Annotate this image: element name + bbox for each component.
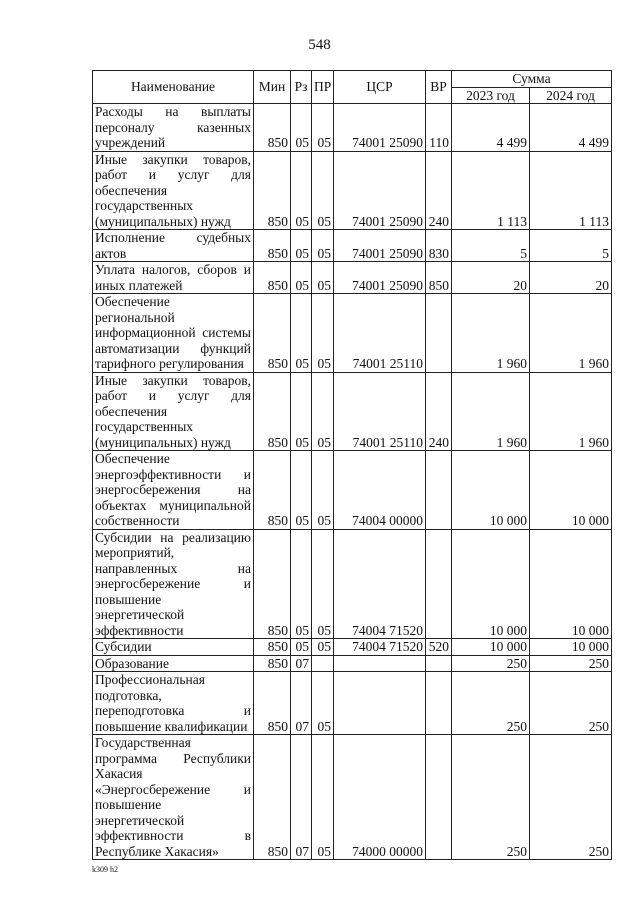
cell-2023: 5 <box>452 230 530 262</box>
cell-name: Иные закупки товаров, работ и услуг для обеспечения государственных (муниципальных) нужд <box>93 372 254 451</box>
cell-2023: 10 000 <box>452 529 530 639</box>
table-row <box>93 262 612 294</box>
cell-pr: 05 <box>312 262 334 294</box>
cell-min: 850 <box>254 151 291 230</box>
cell-csr: 74004 00000 <box>334 451 426 530</box>
header-vr: ВР <box>426 71 452 104</box>
cell-vr: 240 <box>426 151 452 230</box>
cell-csr: 74001 25090 <box>334 262 426 294</box>
cell-2024: 5 <box>530 230 612 262</box>
header-pr: ПР <box>312 71 334 104</box>
cell-csr <box>334 672 426 735</box>
cell-2024: 250 <box>530 655 612 672</box>
header-year-2023: 2023 год <box>452 87 530 104</box>
cell-pr: 05 <box>312 639 334 656</box>
cell-name: Профессиональная подготовка, переподготовка и повышение квалификации <box>93 672 254 735</box>
cell-pr: 05 <box>312 735 334 860</box>
table-row <box>93 294 612 373</box>
cell-min: 850 <box>254 451 291 530</box>
cell-rz: 05 <box>291 529 312 639</box>
cell-2023: 10 000 <box>452 451 530 530</box>
cell-csr: 74000 00000 <box>334 735 426 860</box>
table-row <box>93 735 612 860</box>
cell-name: Уплата налогов, сборов и иных платежей <box>93 262 254 294</box>
cell-csr: 74004 71520 <box>334 529 426 639</box>
table-row <box>93 451 612 530</box>
cell-min: 850 <box>254 230 291 262</box>
cell-pr: 05 <box>312 104 334 152</box>
cell-pr <box>312 655 334 672</box>
cell-min: 850 <box>254 639 291 656</box>
cell-min: 850 <box>254 529 291 639</box>
cell-2023: 250 <box>452 655 530 672</box>
table-row <box>93 639 612 656</box>
table-row <box>93 230 612 262</box>
cell-pr: 05 <box>312 529 334 639</box>
cell-vr: 830 <box>426 230 452 262</box>
cell-min: 850 <box>254 294 291 373</box>
cell-name: Исполнение судебных актов <box>93 230 254 262</box>
header-year-2024: 2024 год <box>530 87 612 104</box>
cell-pr: 05 <box>312 451 334 530</box>
cell-2024: 10 000 <box>530 529 612 639</box>
header-min: Мин <box>254 71 291 104</box>
cell-min: 850 <box>254 655 291 672</box>
cell-name: Образование <box>93 655 254 672</box>
page-number: 548 <box>308 37 331 53</box>
cell-pr: 05 <box>312 672 334 735</box>
cell-rz: 05 <box>291 151 312 230</box>
header-sum: Сумма <box>452 71 612 88</box>
cell-pr: 05 <box>312 372 334 451</box>
cell-name: Субсидии <box>93 639 254 656</box>
cell-rz: 05 <box>291 230 312 262</box>
cell-rz: 05 <box>291 104 312 152</box>
cell-pr: 05 <box>312 294 334 373</box>
cell-vr <box>426 672 452 735</box>
cell-name: Обеспечение региональной информационной системы автоматизации функций тарифного регулирования <box>93 294 254 373</box>
cell-2024: 250 <box>530 735 612 860</box>
cell-name: Государственная программа Республики Хакасия «Энергосбережение и повышение энергетической эффективности в Республике Хакасия» <box>93 735 254 860</box>
table-row <box>93 672 612 735</box>
cell-vr: 850 <box>426 262 452 294</box>
header-rz: Рз <box>291 71 312 104</box>
cell-vr <box>426 294 452 373</box>
cell-vr: 110 <box>426 104 452 152</box>
cell-2024: 10 000 <box>530 451 612 530</box>
cell-2024: 250 <box>530 672 612 735</box>
table-row <box>93 151 612 230</box>
cell-name: Иные закупки товаров, работ и услуг для обеспечения государственных (муниципальных) нужд <box>93 151 254 230</box>
cell-vr <box>426 529 452 639</box>
cell-2023: 1 113 <box>452 151 530 230</box>
cell-csr: 74001 25110 <box>334 372 426 451</box>
cell-2023: 20 <box>452 262 530 294</box>
cell-2024: 4 499 <box>530 104 612 152</box>
cell-2024: 1 960 <box>530 294 612 373</box>
cell-vr <box>426 735 452 860</box>
budget-table <box>92 70 612 860</box>
cell-min: 850 <box>254 672 291 735</box>
cell-rz: 05 <box>291 262 312 294</box>
table-row <box>93 655 612 672</box>
cell-csr <box>334 655 426 672</box>
table-body <box>93 104 612 860</box>
cell-pr: 05 <box>312 151 334 230</box>
cell-name: Субсидии на реализацию мероприятий, направленных на энергосбережение и повышение энергетической эффективности <box>93 529 254 639</box>
cell-rz: 07 <box>291 735 312 860</box>
cell-min: 850 <box>254 735 291 860</box>
cell-2023: 4 499 <box>452 104 530 152</box>
cell-2023: 1 960 <box>452 372 530 451</box>
cell-vr <box>426 451 452 530</box>
header-csr: ЦСР <box>334 71 426 104</box>
cell-rz: 05 <box>291 372 312 451</box>
footer-code: k309 h2 <box>92 865 118 874</box>
cell-2024: 1 960 <box>530 372 612 451</box>
cell-vr <box>426 655 452 672</box>
cell-min: 850 <box>254 262 291 294</box>
cell-rz: 05 <box>291 639 312 656</box>
cell-2024: 1 113 <box>530 151 612 230</box>
cell-rz: 05 <box>291 451 312 530</box>
header-name: Наименование <box>93 71 254 104</box>
table-row <box>93 372 612 451</box>
cell-2023: 250 <box>452 672 530 735</box>
cell-csr: 74001 25090 <box>334 151 426 230</box>
cell-rz: 07 <box>291 655 312 672</box>
cell-rz: 07 <box>291 672 312 735</box>
cell-2024: 10 000 <box>530 639 612 656</box>
cell-2023: 250 <box>452 735 530 860</box>
cell-csr: 74001 25110 <box>334 294 426 373</box>
cell-vr: 240 <box>426 372 452 451</box>
cell-2023: 10 000 <box>452 639 530 656</box>
cell-csr: 74001 25090 <box>334 230 426 262</box>
cell-min: 850 <box>254 104 291 152</box>
cell-2023: 1 960 <box>452 294 530 373</box>
table-header <box>93 71 612 104</box>
cell-csr: 74001 25090 <box>334 104 426 152</box>
cell-csr: 74004 71520 <box>334 639 426 656</box>
cell-min: 850 <box>254 372 291 451</box>
cell-rz: 05 <box>291 294 312 373</box>
cell-vr: 520 <box>426 639 452 656</box>
cell-name: Расходы на выплаты персоналу казенных учреждений <box>93 104 254 152</box>
cell-name: Обеспечение энергоэффективности и энергосбережения на объектах муниципальной собственности <box>93 451 254 530</box>
table-row <box>93 529 612 639</box>
cell-pr: 05 <box>312 230 334 262</box>
table-row <box>93 104 612 152</box>
cell-2024: 20 <box>530 262 612 294</box>
